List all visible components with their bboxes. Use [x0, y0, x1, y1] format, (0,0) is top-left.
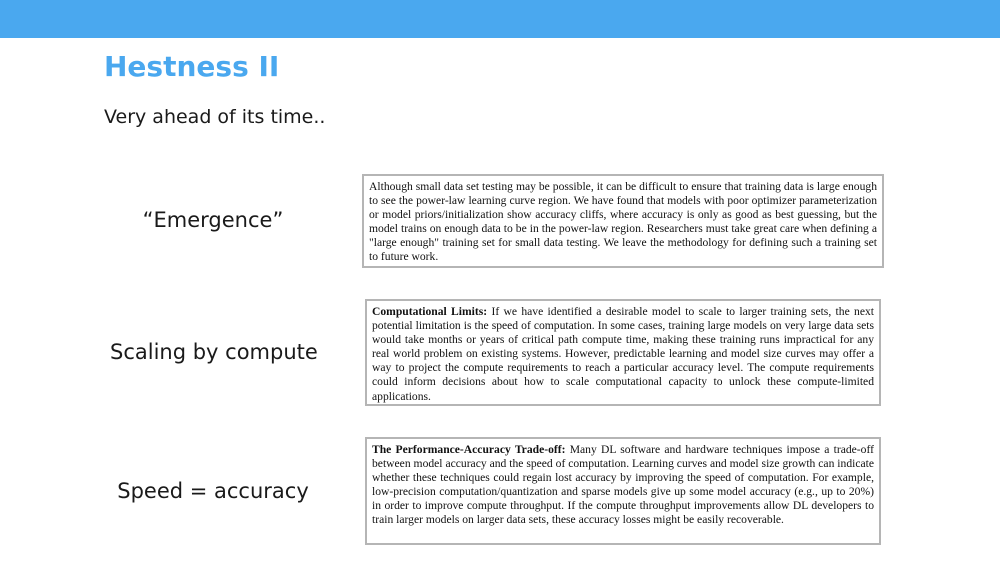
row-label-emergence: “Emergence”	[142, 208, 284, 232]
row-label-speed-accuracy: Speed = accuracy	[117, 479, 309, 503]
excerpt-text: If we have identified a desirable model to scale to larger training sets, the next potential limitation is the speed of computation. In some cases, training large models on very large data sets would take months or years of critical path compute time, making these training runs impractical for any real world problem on existing systems. However, predictable learning and model size curves may offer a way to project the compute requirements to reach a particular accuracy level. The compute requirements could inform decisions about how to scale computational capacity to unlock these compute-limited applications.	[372, 305, 874, 403]
excerpt-text: Many DL software and hardware techniques impose a trade-off between model accuracy and the speed of computation. Learning curves and model size growth can indicate whether these techniques could regain lost accuracy by improving the speed of computation. For example, low-precision computation/quantization and sparse models give up some model accuracy (e.g., up to 20%) in order to improve compute throughput. If the compute throughput improvements allow DL developers to train larger models on larger data sets, these accuracy losses might be easily recoverable.	[372, 443, 874, 527]
paper-excerpt-performance-accuracy	[365, 437, 881, 545]
paper-excerpt-emergence	[362, 174, 884, 268]
header-bar	[0, 0, 1000, 38]
excerpt-heading: Computational Limits:	[372, 305, 488, 318]
excerpt-heading: The Performance-Accuracy Trade-off:	[372, 443, 566, 456]
excerpt-text: Although small data set testing may be possible, it can be difficult to ensure that training data is large enough to see the power-law learning curve region. We have found that models with poor optimizer parameterization or model priors/initialization show accuracy cliffs, where accuracy is only as good as best guessing, but the model trains on enough data to be in the power-law region. Researchers must take great care when defining a "large enough" training set for small data testing. We leave the methodology for defining such a training set to future work.	[369, 180, 877, 264]
slide-subtitle: Very ahead of its time..	[104, 106, 326, 128]
paper-excerpt-computational-limits	[365, 299, 881, 406]
slide-title: Hestness II	[104, 50, 280, 83]
row-label-scaling-by-compute: Scaling by compute	[110, 340, 318, 364]
